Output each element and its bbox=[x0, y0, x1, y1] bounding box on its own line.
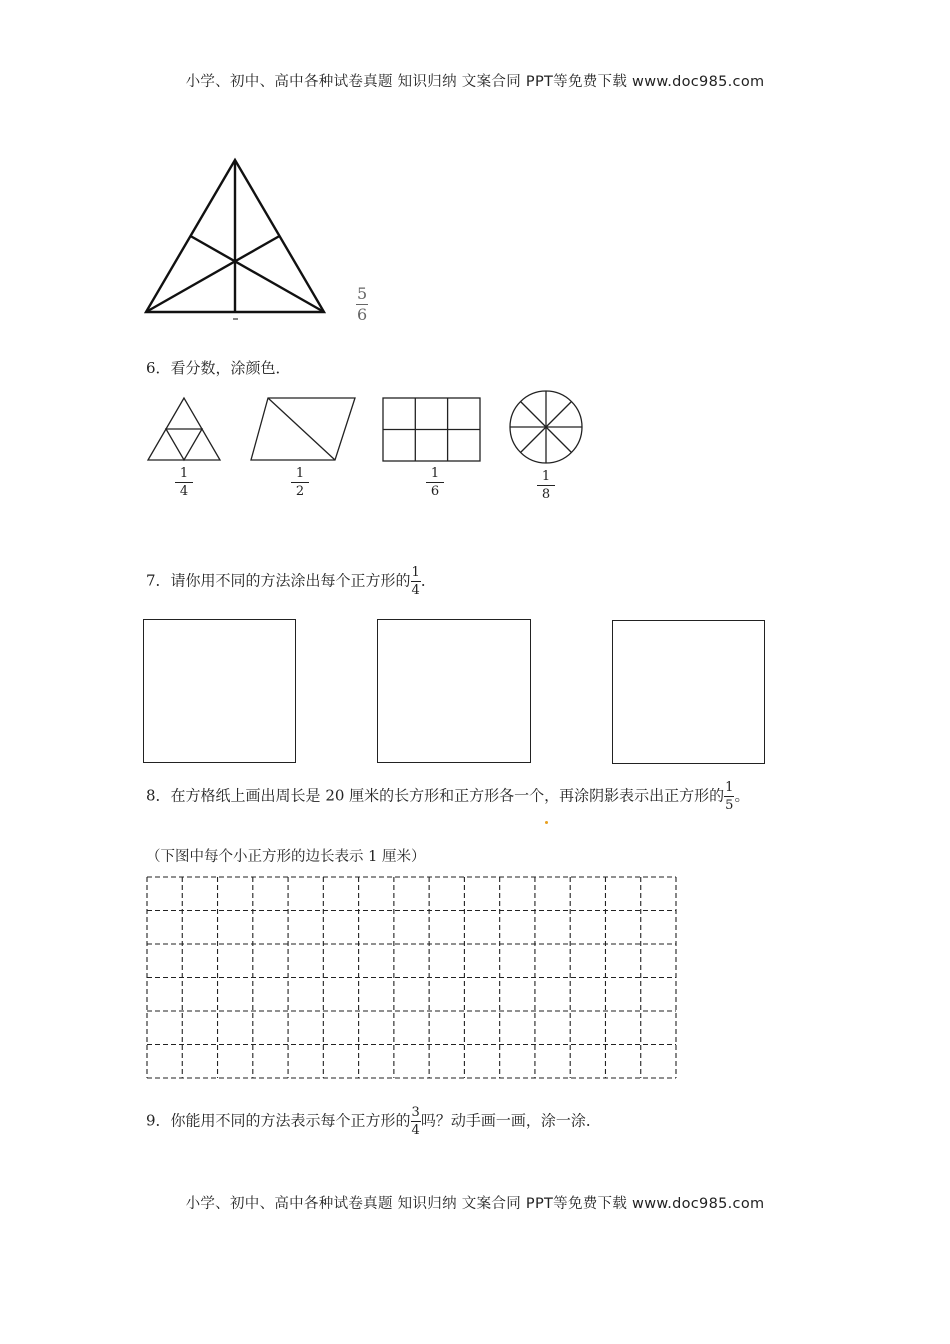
q5-fraction: $\frac{5}{6}$ bbox=[357, 284, 368, 324]
q8-line: 8．在方格纸上画出周长是 20 厘米的长方形和正方形各一个，再涂阴影表示出正方形的 $\frac{1}{5}$ 。 bbox=[146, 780, 750, 813]
q9-text: 9．你能用不同的方法表示每个正方形的 bbox=[146, 1111, 411, 1130]
q9-line: 9．你能用不同的方法表示每个正方形的 $\frac{3}{4}$ 吗？动手画一画，涂一涂． bbox=[146, 1105, 601, 1138]
q8-note: （下图中每个小正方形的边长表示 1 厘米） bbox=[146, 849, 426, 865]
q6-title: 6．看分数，涂颜色． bbox=[146, 359, 291, 377]
q7-text: 7．请你用不同的方法涂出每个正方形的 bbox=[146, 571, 411, 590]
q6-label-parallelogram: $\frac{1}{2}$ bbox=[285, 467, 315, 498]
q6-label-circle: $\frac{1}{8}$ bbox=[531, 470, 561, 501]
page-header: 小学、初中、高中各种试卷真题 知识归纳 文案合同 PPT等免费下载 www.doc985.com bbox=[185, 74, 765, 90]
q6-label-triangle: $\frac{1}{4}$ bbox=[169, 467, 199, 498]
q9-fraction: $\frac{3}{4}$ bbox=[411, 1105, 420, 1138]
q6-label-rectangle: $\frac{1}{6}$ bbox=[420, 467, 450, 498]
q7-line: 7．请你用不同的方法涂出每个正方形的 $\frac{1}{4}$ ． bbox=[146, 565, 436, 598]
q8-text: 8．在方格纸上画出周长是 20 厘米的长方形和正方形各一个，再涂阴影表示出正方形的 bbox=[146, 786, 725, 805]
page-footer: 小学、初中、高中各种试卷真题 知识归纳 文案合同 PPT等免费下载 www.doc985.com bbox=[185, 1196, 765, 1212]
q8-fraction: $\frac{1}{5}$ bbox=[725, 780, 734, 813]
q7-fraction: $\frac{1}{4}$ bbox=[411, 565, 420, 598]
